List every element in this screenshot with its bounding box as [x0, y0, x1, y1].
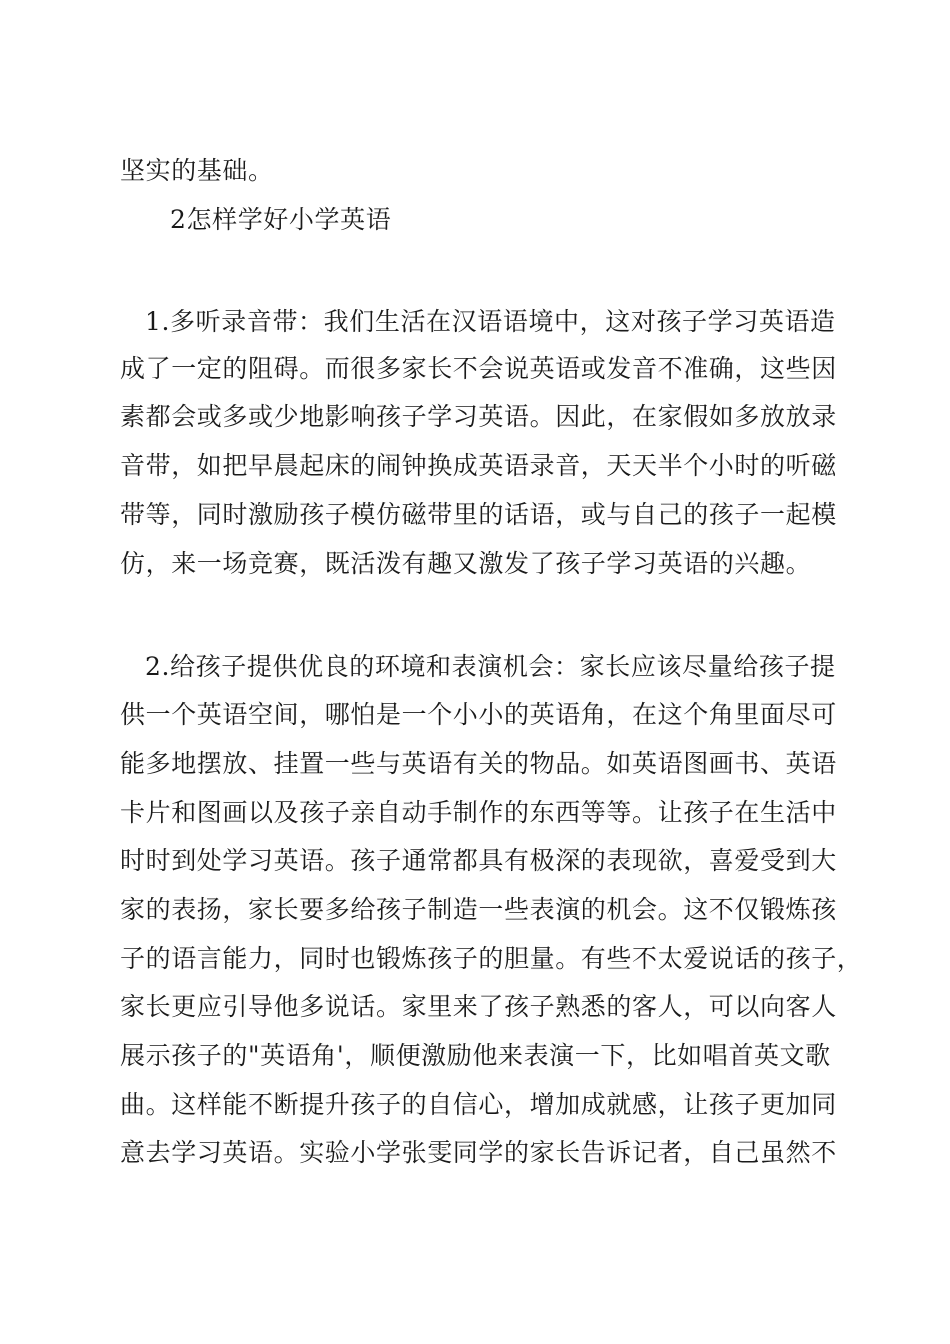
- paragraph-line: 素都会或多或少地影响孩子学习英语。因此，在家假如多放放录: [120, 402, 837, 431]
- paragraph-line: 能多地摆放、挂置一些与英语有关的物品。如英语图画书、英语: [120, 749, 837, 778]
- section-heading: 2怎样学好小学英语: [170, 205, 392, 234]
- paragraph-line: 成了一定的阻碍。而很多家长不会说英语或发音不准确，这些因: [120, 354, 837, 383]
- paragraph-line: 家长更应引导他多说话。家里来了孩子熟悉的客人，可以向客人: [120, 992, 837, 1021]
- paragraph-line: 曲。这样能不断提升孩子的自信心，增加成就感，让孩子更加同: [120, 1090, 837, 1119]
- paragraph-line: 音带，如把早晨起床的闹钟换成英语录音，天天半个小时的听磁: [120, 451, 837, 480]
- paragraph-line: 时时到处学习英语。孩子通常都具有极深的表现欲，喜爱受到大: [120, 846, 837, 875]
- paragraph-line: 供一个英语空间，哪怕是一个小小的英语角，在这个角里面尽可: [120, 700, 837, 729]
- top-line: 坚实的基础。: [120, 156, 274, 185]
- paragraph-line: 2.给孩子提供优良的环境和表演机会：家长应该尽量给孩子提: [145, 652, 836, 681]
- paragraph-line: 子的语言能力，同时也锻炼孩子的胆量。有些不太爱说话的孩子，: [120, 944, 863, 973]
- paragraph-line: 家的表扬，家长要多给孩子制造一些表演的机会。这不仅锻炼孩: [120, 895, 837, 924]
- paragraph-line: 仿，来一场竞赛，既活泼有趣又激发了孩子学习英语的兴趣。: [120, 549, 812, 578]
- paragraph-line: 卡片和图画以及孩子亲自动手制作的东西等等。让孩子在生活中: [120, 798, 837, 827]
- paragraph-line: 展示孩子的"英语角'，顺便激励他来表演一下，比如唱首英文歌: [120, 1041, 831, 1070]
- paragraph-line: 1.多听录音带：我们生活在汉语语境中，这对孩子学习英语造: [145, 307, 836, 336]
- paragraph-line: 带等，同时激励孩子模仿磁带里的话语，或与自己的孩子一起模: [120, 500, 837, 529]
- paragraph-line: 意去学习英语。实验小学张雯同学的家长告诉记者，自己虽然不: [120, 1138, 837, 1167]
